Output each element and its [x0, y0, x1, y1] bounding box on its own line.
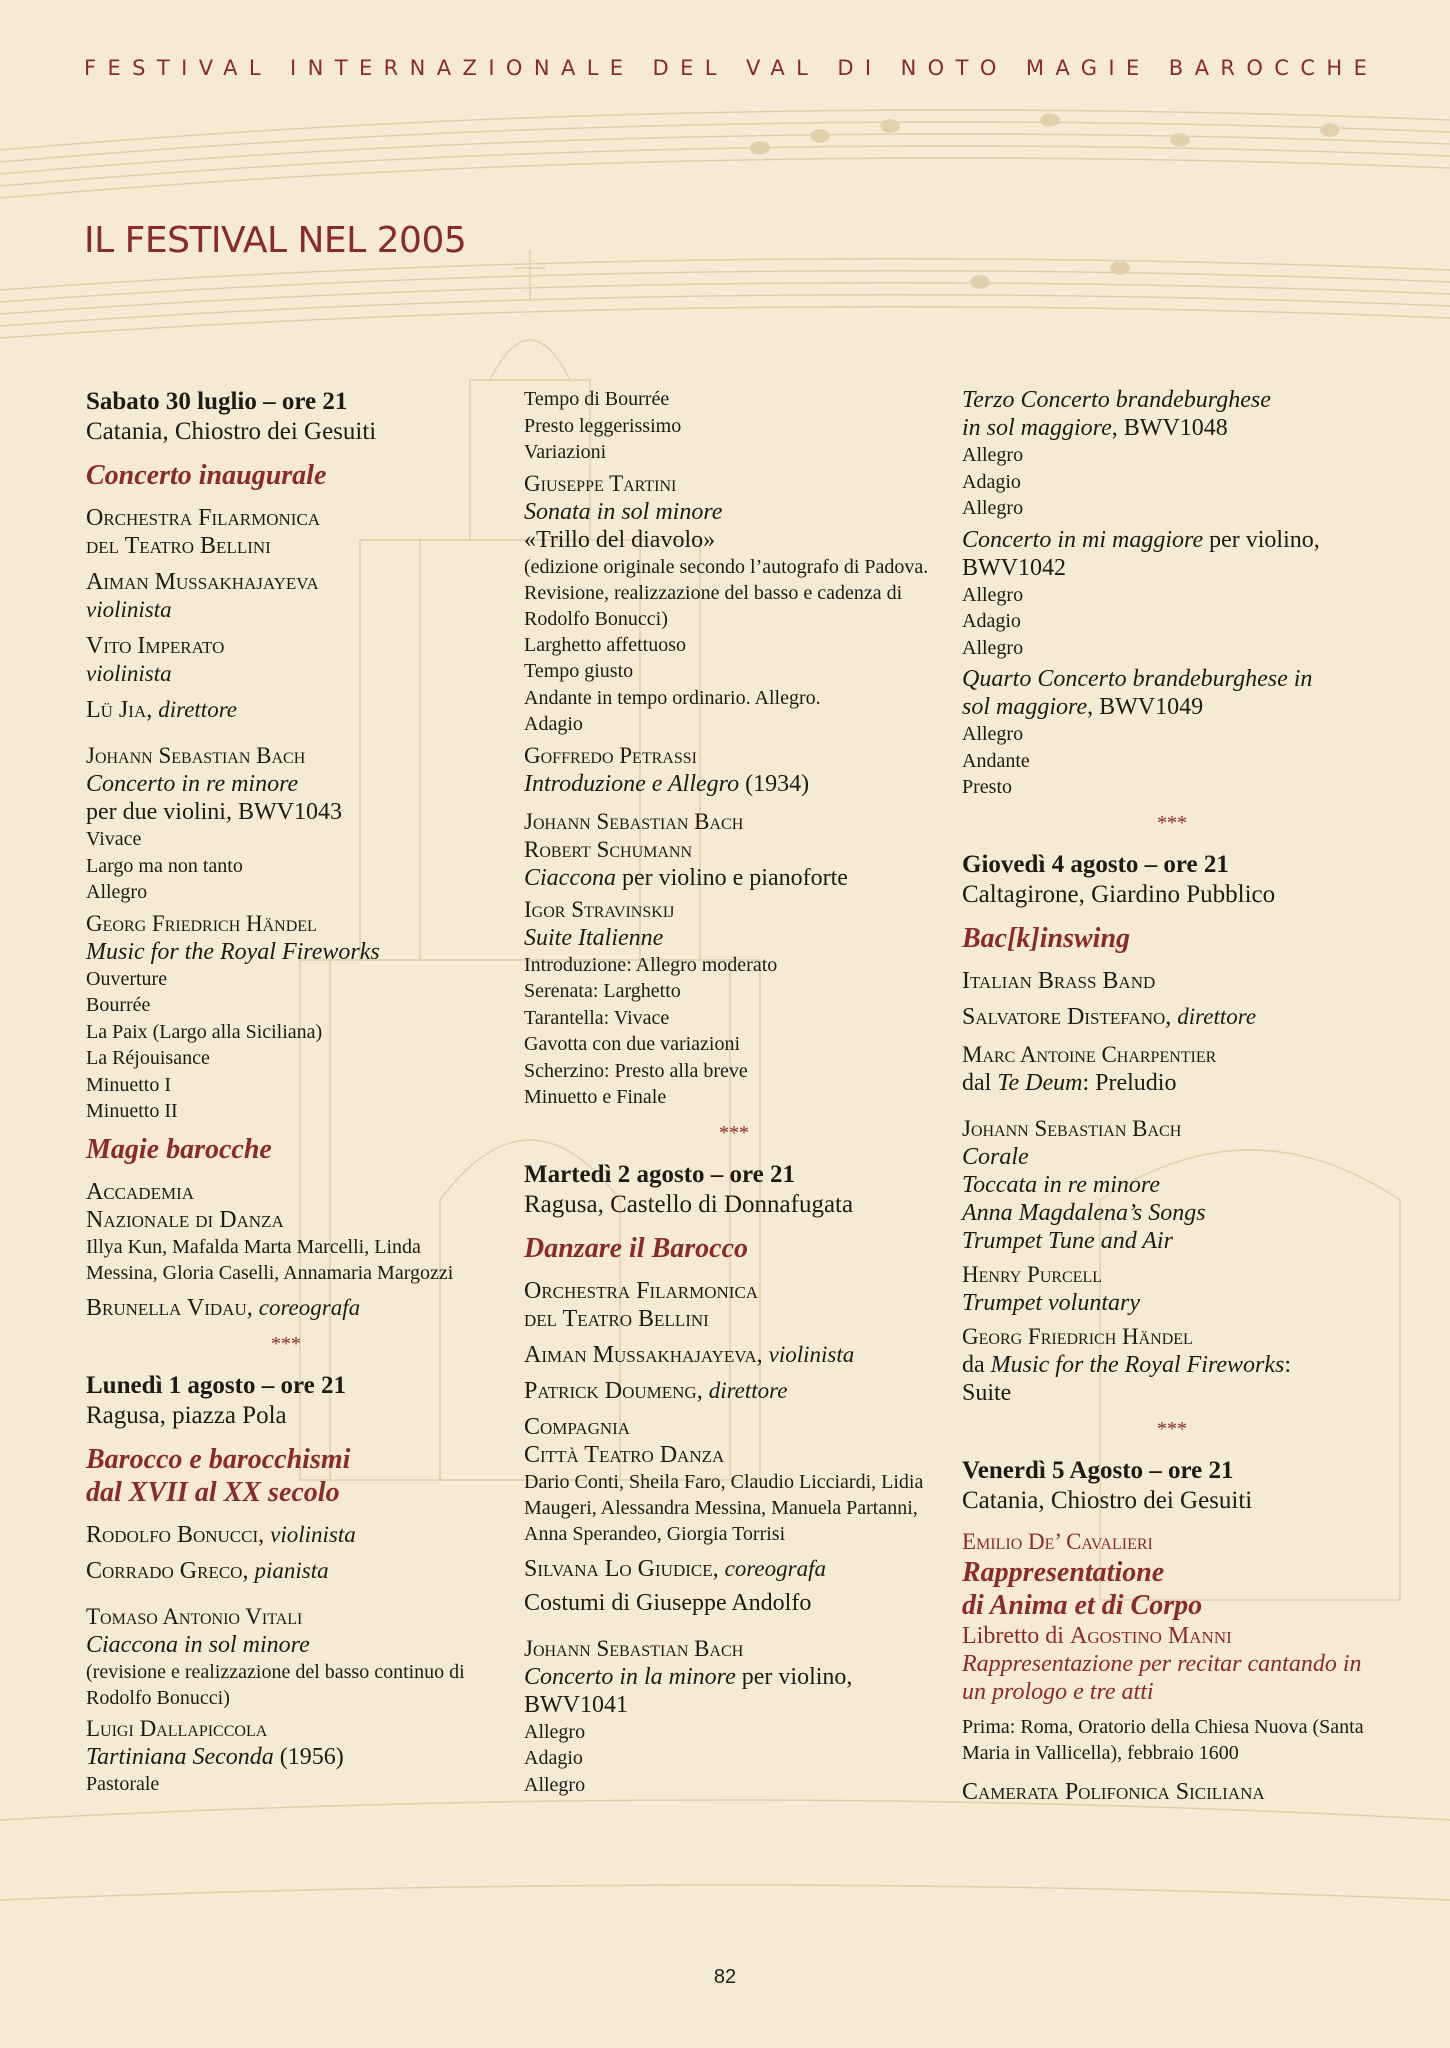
work-title: sol maggiore — [962, 694, 1088, 720]
work-catalog: , BWV1049 — [1087, 694, 1204, 720]
work-title: Music for the Royal Fireworks — [990, 1351, 1285, 1378]
work-title: Anna Magdalena’s Songs — [962, 1199, 1206, 1226]
performer-line: Patrick Doumeng, direttore — [524, 1377, 788, 1404]
section-separator: *** — [271, 1332, 301, 1355]
dancers-list: Illya Kun, Mafalda Marta Marcelli, Linda Messina, Gloria Caselli, Annamaria Margozzi — [86, 1235, 454, 1284]
performer: Accademia — [86, 1178, 195, 1205]
movement: Adagio — [962, 470, 1021, 493]
performer-line: Corrado Greco, pianista — [86, 1557, 329, 1584]
event-place: Ragusa, piazza Pola — [86, 1401, 287, 1429]
program-title: Bac[k]inswing — [962, 922, 1131, 954]
program-title: Concerto inaugurale — [86, 460, 327, 491]
work-detail: per violino, — [741, 1663, 853, 1690]
performer-line: Silvana Lo Giudice, coreografa — [524, 1555, 826, 1582]
movement: Presto leggerissimo — [524, 414, 682, 437]
movement: Andante — [962, 749, 1030, 772]
work-title: Introduzione e Allegro — [524, 770, 740, 797]
work-title: Trumpet voluntary — [962, 1289, 1140, 1316]
performer: Camerata Polifonica Siciliana — [962, 1778, 1265, 1805]
librettist: Agostino Manni — [1069, 1622, 1232, 1649]
composer: Marc Antoine Charpentier — [962, 1041, 1217, 1067]
performer: Nazionale di Danza — [86, 1206, 284, 1233]
work-line — [962, 1351, 1382, 1379]
work-title: «Trillo del diavolo» — [524, 526, 716, 553]
composer: Johann Sebastian Bach — [524, 808, 744, 834]
movement: Presto — [962, 776, 1012, 798]
running-head: FESTIVAL INTERNAZIONALE DEL VAL DI NOTO MAGIE BAROCCHE — [84, 56, 1379, 80]
composer: Giuseppe Tartini — [524, 470, 677, 496]
performer-role: coreografa — [724, 1555, 826, 1581]
performer: Rodolfo Bonucci — [86, 1521, 259, 1548]
performer-role: violinista — [768, 1341, 855, 1367]
event-date: Martedì 2 agosto – ore 21 — [524, 1160, 796, 1188]
composer: Johann Sebastian Bach — [524, 1635, 744, 1661]
performer-role: direttore — [158, 697, 238, 722]
movement: Allegro — [962, 497, 1024, 519]
performer: Orchestra Filarmonica — [524, 1277, 759, 1304]
work-title: Concerto in mi maggiore — [962, 526, 1204, 553]
work-detail: : Preludio — [1082, 1069, 1177, 1096]
event-place: Catania, Chiostro dei Gesuiti — [86, 418, 377, 445]
music-notes — [751, 114, 1339, 288]
work-detail: per due violini, BWV1043 — [86, 799, 342, 825]
composer: Henry Purcell — [962, 1261, 1103, 1287]
page-title: IL FESTIVAL NEL 2005 — [84, 220, 467, 261]
movement: Gavotta con due variazioni — [524, 1033, 741, 1055]
movement: Largo ma non tanto — [86, 854, 243, 877]
work-year: (1934) — [745, 770, 810, 797]
work-prefix: da — [962, 1351, 985, 1378]
composer: Tomaso Antonio Vitali — [86, 1603, 303, 1629]
movement: Tarantella: Vivace — [524, 1006, 670, 1029]
work-line — [962, 526, 1382, 554]
event-place: Catania, Chiostro dei Gesuiti — [962, 1486, 1253, 1514]
movement: Allegro — [962, 636, 1024, 659]
composer: Robert Schumann — [524, 836, 693, 862]
work-title: Music for the Royal Fireworks — [86, 938, 380, 965]
work-title: Suite Italienne — [524, 924, 664, 951]
performer-line: Salvatore Distefano, direttore — [962, 1003, 1257, 1030]
performer-role: coreografa — [258, 1294, 361, 1320]
movement: Tempo di Bourrée — [524, 388, 670, 410]
work-title: in sol maggiore — [962, 415, 1112, 441]
librettist-prefix: Libretto di — [962, 1622, 1064, 1649]
work-title: Concerto in la minore — [524, 1663, 736, 1690]
column-3 — [962, 386, 1382, 1806]
movement: Ouverture — [86, 967, 168, 990]
performer: Lü Jia — [86, 697, 147, 723]
movement: Minuetto e Finale — [524, 1086, 667, 1108]
performer-line: Aiman Mussakhajayeva, violinista — [524, 1341, 855, 1368]
movement: Minuetto I — [86, 1073, 171, 1096]
performer: del Teatro Bellini — [86, 533, 271, 559]
work-line — [962, 1069, 1382, 1097]
dancers-list: Dario Conti, Sheila Faro, Claudio Licciardi, Lidia Maugeri, Alessandra Messina, Manuela Partanni, Anna Sperandeo, Giorgia Torrisi — [524, 1470, 924, 1545]
performer: Aiman Mussakhajayeva — [86, 569, 319, 595]
performer: Patrick Doumeng — [524, 1377, 697, 1404]
work-line — [962, 414, 1382, 442]
page-number: 82 — [713, 1966, 737, 1988]
movement: Allegro — [962, 723, 1024, 745]
work-prefix: dal — [962, 1069, 992, 1096]
work-title: Toccata in re minore — [962, 1171, 1160, 1198]
composer: Luigi Dallapiccola — [86, 1715, 268, 1741]
program-title: dal XVII al XX secolo — [86, 1476, 340, 1508]
event-date: Giovedì 4 agosto – ore 21 — [962, 850, 1229, 878]
performer: Corrado Greco — [86, 1557, 243, 1584]
movement: La Réjouisance — [86, 1047, 210, 1069]
movement: Introduzione: Allegro moderato — [524, 953, 778, 976]
work-title: Ciaccona in sol minore — [86, 1631, 310, 1658]
performer: Silvana Lo Giudice — [524, 1555, 713, 1582]
performer-role: direttore — [1177, 1003, 1257, 1029]
movement: Andante in tempo ordinario. Allegro. — [524, 686, 821, 709]
work-title: Sonata in sol minore — [524, 498, 723, 525]
performer: Salvatore Distefano — [962, 1003, 1166, 1030]
performer: Compagnia — [524, 1413, 631, 1440]
work-detail: per violino e pianoforte — [621, 864, 848, 891]
program-title: Danzare il Barocco — [524, 1232, 748, 1264]
work-note: (revisione e realizzazione del basso continuo di Rodolfo Bonucci) — [86, 1660, 465, 1709]
work-year: (1956) — [279, 1743, 344, 1770]
performer: Brunella Vidau — [86, 1294, 247, 1321]
work-note: (edizione originale secondo l’autografo di Padova. Revisione, realizzazione del basso e cadenza di Rodolfo Bonucci) — [524, 555, 929, 630]
work-subtitle: Rappresentazione per recitar cantando in un prologo e tre atti — [962, 1650, 1362, 1705]
movement: Serenata: Larghetto — [524, 980, 681, 1002]
movement: Minuetto II — [86, 1100, 178, 1122]
movement: Larghetto affettuoso — [524, 633, 686, 656]
performer: Italian Brass Band — [962, 967, 1156, 994]
work-line — [524, 864, 944, 892]
work-line — [524, 770, 944, 798]
composer: Johann Sebastian Bach — [86, 743, 306, 768]
composer: Georg Friedrich Händel — [86, 910, 317, 936]
work-detail: Suite — [962, 1379, 1012, 1406]
event-date: Lunedì 1 agosto – ore 21 — [86, 1371, 346, 1399]
performer-role: pianista — [254, 1557, 329, 1583]
column-2 — [524, 386, 944, 1798]
movement: Allegro — [524, 1773, 586, 1796]
program-title: Magie barocche — [86, 1133, 272, 1165]
column-1 — [86, 386, 486, 1797]
work-line — [524, 1663, 944, 1691]
section-separator: *** — [719, 1121, 749, 1144]
work-line — [86, 1743, 486, 1771]
work-detail: per violino, — [1209, 526, 1320, 553]
movement: Scherzino: Presto alla breve — [524, 1059, 748, 1082]
movement: Allegro — [962, 444, 1024, 466]
work-catalog: BWV1042 — [962, 554, 1066, 581]
work-title: Ciaccona — [524, 864, 616, 891]
work-title: Te Deum — [997, 1069, 1083, 1096]
work-title: Terzo Concerto brandeburghese — [962, 387, 1271, 413]
performer-role: violinista — [270, 1521, 356, 1547]
event-place: Ragusa, Castello di Donnafugata — [524, 1190, 854, 1218]
event-place: Caltagirone, Giardino Pubblico — [962, 880, 1276, 908]
performer: Orchestra Filarmonica — [86, 505, 321, 531]
performer: Città Teatro Danza — [524, 1441, 725, 1468]
composer: Georg Friedrich Händel — [962, 1323, 1193, 1349]
librettist-line — [962, 1622, 1382, 1650]
composer: Goffredo Petrassi — [524, 742, 697, 768]
program-title: Barocco e barocchismi — [86, 1443, 351, 1475]
performer-line: Lü Jia, direttore — [86, 697, 238, 723]
work-title: Trumpet Tune and Air — [962, 1227, 1173, 1254]
movement: Bourrée — [86, 994, 151, 1016]
work-line — [962, 693, 1382, 721]
composer: Emilio De’ Cavalieri — [962, 1528, 1153, 1554]
movement: Adagio — [962, 610, 1021, 632]
work-title: Quarto Concerto brandeburghese in — [962, 666, 1313, 692]
movement: Allegro — [962, 583, 1024, 606]
performer: Vito Imperato — [86, 633, 225, 659]
program-title: di Anima et di Corpo — [962, 1589, 1203, 1621]
movement: Vivace — [86, 828, 142, 850]
performer-line: Rodolfo Bonucci, violinista — [86, 1521, 356, 1548]
program-title: Rappresentatione — [962, 1556, 1165, 1588]
premiere-note: Prima: Roma, Oratorio della Chiesa Nuova (Santa Maria in Vallicella), febbraio 1600 — [962, 1715, 1364, 1764]
work-title: Tartiniana Seconda — [86, 1743, 274, 1770]
performer-role: violinista — [86, 661, 172, 686]
movement: Adagio — [524, 713, 583, 735]
movement: Pastorale — [86, 1772, 160, 1795]
movement: Allegro — [86, 881, 148, 903]
performer: del Teatro Bellini — [524, 1305, 709, 1332]
work-title: Concerto in re minore — [86, 771, 299, 797]
work-title: Corale — [962, 1143, 1029, 1170]
movement: Variazioni — [524, 441, 607, 463]
work-catalog: , BWV1048 — [1111, 415, 1228, 441]
composer: Igor Stravinskij — [524, 896, 675, 922]
section-separator: *** — [1157, 811, 1187, 834]
movement: La Paix (Largo alla Siciliana) — [86, 1020, 323, 1043]
event-date: Venerdì 5 Agosto – ore 21 — [962, 1456, 1234, 1484]
movement: Tempo giusto — [524, 660, 634, 682]
composer: Johann Sebastian Bach — [962, 1115, 1182, 1141]
work-detail: : — [1284, 1351, 1292, 1378]
costumes-credit: Costumi di Giuseppe Andolfo — [524, 1589, 812, 1616]
performer-line: Brunella Vidau, coreografa — [86, 1294, 361, 1321]
event-date: Sabato 30 luglio – ore 21 — [86, 388, 348, 415]
performer-role: direttore — [708, 1377, 788, 1403]
movement: Adagio — [524, 1747, 583, 1769]
work-catalog: BWV1041 — [524, 1691, 628, 1718]
section-separator: *** — [1157, 1417, 1187, 1440]
performer-role: violinista — [86, 597, 172, 622]
movement: Allegro — [524, 1720, 586, 1743]
performer: Aiman Mussakhajayeva — [524, 1341, 757, 1368]
